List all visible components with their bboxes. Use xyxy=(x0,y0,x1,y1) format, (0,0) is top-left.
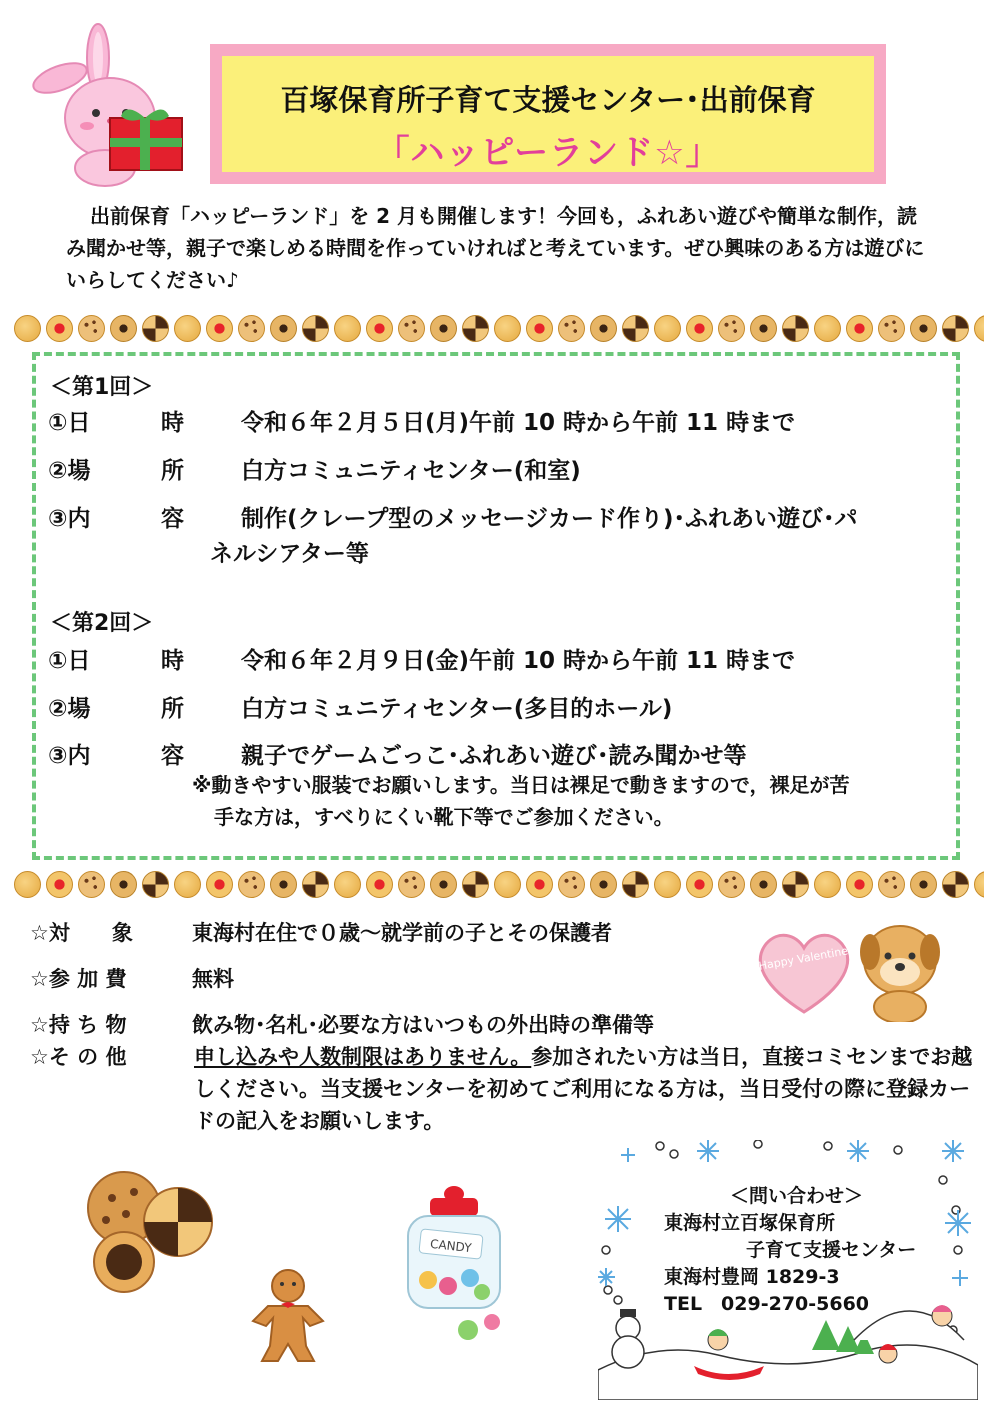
session1-place-value: 白方コミュニティセンター(和室) xyxy=(241,458,581,484)
cookies-illustration xyxy=(82,1170,217,1295)
cookie-border-top xyxy=(14,313,984,343)
cookie-decoration xyxy=(174,871,201,898)
cookie-decoration xyxy=(590,871,617,898)
contact-address: 東海村豊岡 1829-3 xyxy=(664,1266,840,1288)
cookie-decoration xyxy=(622,315,649,342)
candy-label: CANDY xyxy=(429,1236,473,1256)
cookie-decoration xyxy=(430,871,457,898)
cookie-decoration xyxy=(14,871,41,898)
session2-date-label: ①日 xyxy=(48,648,91,674)
intro-paragraph: 出前保育「ハッピーランド」を 2 月も開催します！今回も，ふれあい遊びや簡単な制作，読み聞かせ等，親子で楽しめる時間を作っていければと考えています。ぜひ興味のある方は遊びにいらしてください♪ xyxy=(66,204,925,292)
other-value xyxy=(194,1041,974,1137)
contact-heading: ＜問い合わせ＞ xyxy=(730,1185,864,1207)
cookie-decoration xyxy=(718,315,745,342)
cookie-decoration xyxy=(974,871,984,898)
cookie-decoration xyxy=(334,315,361,342)
cookie-decoration xyxy=(494,315,521,342)
session2-place-label2: 所 xyxy=(161,696,184,722)
cookie-decoration xyxy=(78,871,105,898)
session1-place-row xyxy=(48,452,948,482)
session2-place-row xyxy=(48,690,948,720)
cookie-decoration xyxy=(622,871,649,898)
session2-content-value: 親子でゲームごっこ･ふれあい遊び･読み聞かせ等 xyxy=(241,743,747,769)
cookie-decoration xyxy=(334,871,361,898)
cookie-decoration xyxy=(46,315,73,342)
cookie-decoration xyxy=(398,871,425,898)
cookie-decoration xyxy=(590,315,617,342)
cookie-decoration xyxy=(46,871,73,898)
cookie-decoration xyxy=(558,871,585,898)
cookie-decoration xyxy=(430,315,457,342)
cookie-decoration xyxy=(686,315,713,342)
cookie-decoration xyxy=(878,315,905,342)
items-label: ☆持 ち 物 xyxy=(30,1013,127,1037)
cookie-decoration xyxy=(206,315,233,342)
session2-note-line1: ※動きやすい服装でお願いします。当日は裸足で動きますので，裸足が苦 xyxy=(192,773,850,797)
title-event-name: 「ハッピーランド☆」 xyxy=(375,133,721,173)
other-underlined-text: 申し込みや人数制限はありません。 xyxy=(194,1045,532,1069)
session1-heading: ＜第1回＞ xyxy=(50,375,154,400)
cookie-decoration xyxy=(270,315,297,342)
cookie-decoration xyxy=(110,871,137,898)
candy-jar-illustration xyxy=(396,1180,516,1345)
session1-content-label2: 容 xyxy=(161,506,184,532)
cookie-decoration xyxy=(398,315,425,342)
cookie-decoration xyxy=(270,871,297,898)
cookie-decoration xyxy=(14,315,41,342)
cookie-decoration xyxy=(942,871,969,898)
cookie-decoration xyxy=(526,315,553,342)
cookie-decoration xyxy=(782,871,809,898)
title-inner xyxy=(222,56,874,172)
info-fee-row xyxy=(30,963,750,993)
session2-heading: ＜第2回＞ xyxy=(50,611,154,636)
session1-content-label: ③内 xyxy=(48,506,91,532)
session1-content-row xyxy=(48,500,948,530)
cookie-decoration xyxy=(910,315,937,342)
cookie-decoration xyxy=(494,871,521,898)
cookie-decoration xyxy=(238,871,265,898)
cookie-decoration xyxy=(718,871,745,898)
items-value: 飲み物･名札･必要な方はいつもの外出時の準備等 xyxy=(192,1013,654,1037)
cookie-decoration xyxy=(526,871,553,898)
cookie-decoration xyxy=(174,315,201,342)
cookie-decoration xyxy=(110,315,137,342)
session2-content-label: ③内 xyxy=(48,743,91,769)
cookie-decoration xyxy=(942,315,969,342)
cookie-decoration xyxy=(814,871,841,898)
session1-content-value: 制作(クレープ型のメッセージカード作り)･ふれあい遊び･パ xyxy=(241,506,858,532)
cookie-decoration xyxy=(462,871,489,898)
session2-note-line2: 手な方は，すべりにくい靴下等でご参加ください。 xyxy=(214,805,674,829)
cookie-decoration xyxy=(206,871,233,898)
contact-info xyxy=(664,1183,916,1318)
cookie-decoration xyxy=(910,871,937,898)
valentine-dog-illustration xyxy=(754,912,944,1022)
target-value: 東海村在住で０歳～就学前の子とその保護者 xyxy=(192,921,612,945)
cookie-decoration xyxy=(238,315,265,342)
info-target-row xyxy=(30,917,750,947)
cookie-decoration xyxy=(366,315,393,342)
session1-date-label: ①日 xyxy=(48,410,91,436)
cookie-decoration xyxy=(686,871,713,898)
fee-label: ☆参 加 費 xyxy=(30,967,127,991)
session1-date-value: 令和６年２月５日(月)午前 10 時から午前 11 時まで xyxy=(241,410,796,436)
cookie-decoration xyxy=(366,871,393,898)
other-rest-text: 参加されたい方は当日，直接コミセンまでお越しください。当支援センターを初めてご利用になる方は，当日受付の際に登録カードの記入をお願いします。 xyxy=(194,1045,973,1133)
other-label: ☆そ の 他 xyxy=(30,1045,127,1069)
cookie-decoration xyxy=(846,315,873,342)
cookie-decoration xyxy=(974,315,984,342)
cookie-decoration xyxy=(302,315,329,342)
cookie-decoration xyxy=(302,871,329,898)
title-main: 百塚保育所子育て支援センター･出前保育 xyxy=(280,83,816,117)
title-banner xyxy=(210,44,886,184)
session2-date-row xyxy=(48,642,948,672)
contact-org1: 東海村立百塚保育所 xyxy=(664,1212,836,1234)
cookie-decoration xyxy=(654,871,681,898)
cookie-decoration xyxy=(142,871,169,898)
cookie-decoration xyxy=(750,871,777,898)
cookie-decoration xyxy=(142,315,169,342)
contact-tel: TEL 029-270-5660 xyxy=(664,1293,870,1315)
cookie-decoration xyxy=(558,315,585,342)
session2-date-label2: 時 xyxy=(161,648,184,674)
cookie-decoration xyxy=(846,871,873,898)
cookie-decoration xyxy=(878,871,905,898)
cookie-decoration xyxy=(78,315,105,342)
contact-org2: 子育て支援センター xyxy=(746,1239,917,1261)
session1-date-row xyxy=(48,404,948,434)
cookie-decoration xyxy=(782,315,809,342)
cookie-border-bottom xyxy=(14,869,984,899)
session1-place-label: ②場 xyxy=(48,458,91,484)
rabbit-with-gift-illustration xyxy=(30,18,200,188)
session1-place-label2: 所 xyxy=(161,458,184,484)
valentine-text: Happy Valentine xyxy=(757,944,849,973)
target-label: ☆対 象 xyxy=(30,921,133,945)
fee-value: 無料 xyxy=(192,967,234,991)
session2-content-row xyxy=(48,737,948,767)
session2-date-value: 令和６年２月９日(金)午前 10 時から午前 11 時まで xyxy=(241,648,796,674)
info-items-row xyxy=(30,1009,750,1039)
cookie-decoration xyxy=(654,315,681,342)
gingerbread-illustration xyxy=(248,1266,328,1366)
cookie-decoration xyxy=(462,315,489,342)
session1-date-label2: 時 xyxy=(161,410,184,436)
session2-place-value: 白方コミュニティセンター(多目的ホール) xyxy=(241,696,673,722)
cookie-decoration xyxy=(750,315,777,342)
session2-place-label: ②場 xyxy=(48,696,91,722)
session2-content-label2: 容 xyxy=(161,743,184,769)
session1-content-value-cont: ネルシアター等 xyxy=(210,541,369,567)
cookie-decoration xyxy=(814,315,841,342)
